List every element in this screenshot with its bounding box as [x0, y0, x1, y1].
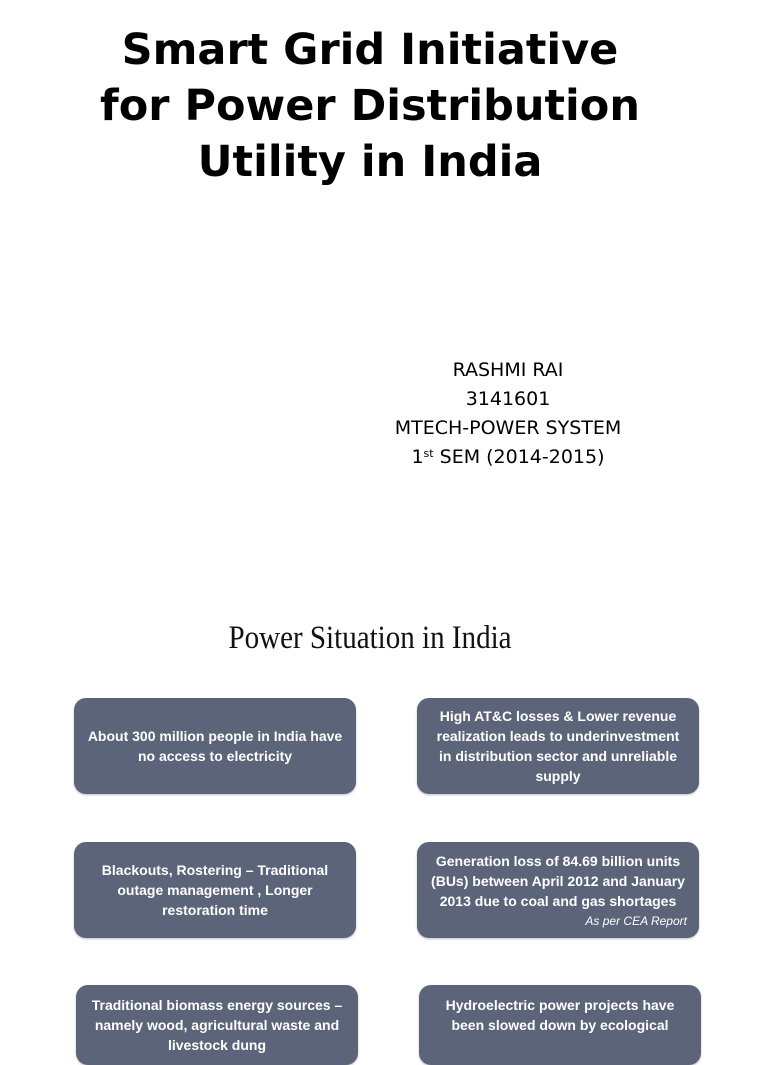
author-block: [358, 356, 658, 472]
info-box-text: Hydroelectric power projects have been slowed down by ecological: [445, 997, 675, 1033]
title-line-2: for Power Distribution: [100, 81, 640, 131]
semester-number: 1: [411, 446, 424, 468]
info-box-biomass: [76, 985, 358, 1065]
author-name: RASHMI RAI: [452, 359, 564, 381]
semester-text: SEM (2014-2015): [433, 446, 605, 468]
info-box-electricity-access: [74, 698, 356, 794]
info-box-text: High AT&C losses & Lower revenue realization leads to underinvestment in distribution sector and unreliable supply: [436, 708, 680, 784]
author-roll-number: 3141601: [465, 388, 551, 410]
info-box-text: Traditional biomass energy sources – namely wood, agricultural waste and livestock dung: [91, 997, 343, 1053]
author-program: MTECH-POWER SYSTEM: [394, 417, 622, 439]
info-box-source-note: As per CEA Report: [585, 914, 687, 928]
info-box-atc-losses: [417, 698, 699, 794]
info-box-text: Generation loss of 84.69 billion units (BUs) between April 2012 and January 2013 due to coal and gas shortages: [431, 853, 685, 909]
info-box-text: Blackouts, Rostering – Traditional outage management , Longer restoration time: [101, 862, 329, 918]
semester-suffix: st: [423, 447, 434, 460]
title-line-1: Smart Grid Initiative: [121, 25, 619, 75]
info-box-text: About 300 million people in India have no access to electricity: [87, 728, 343, 764]
info-box-generation-loss: [417, 842, 699, 938]
slide-title: [40, 22, 700, 190]
section-heading: Power Situation in India: [228, 620, 512, 656]
title-line-3: Utility in India: [197, 137, 543, 187]
author-semester: [358, 443, 658, 472]
info-box-hydroelectric: [419, 985, 701, 1065]
info-box-blackouts: [74, 842, 356, 938]
